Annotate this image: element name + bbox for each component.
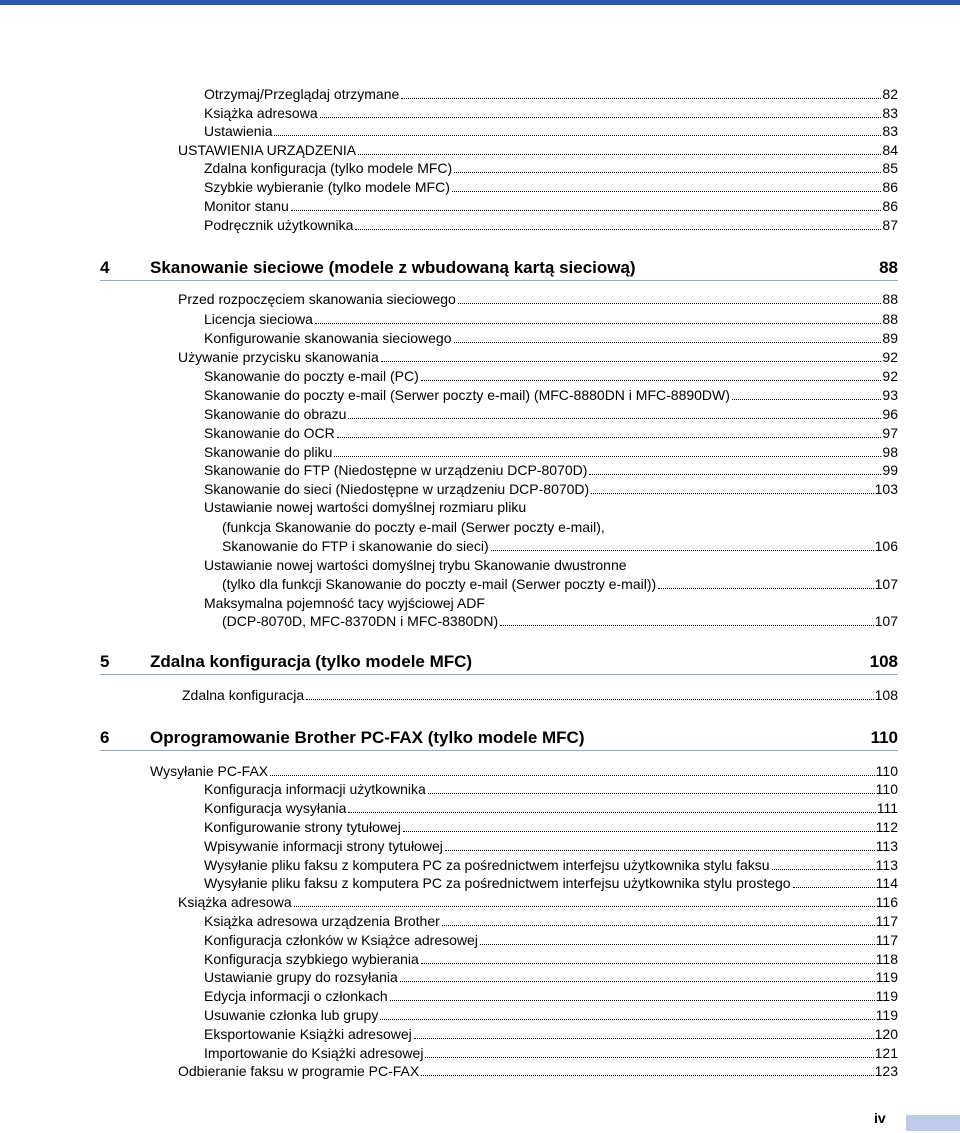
page-number: iv <box>874 1110 886 1126</box>
toc-entry[interactable]: Odbieranie faksu w programie PC-FAX 123 <box>178 1063 898 1079</box>
chapter-number: 4 <box>100 258 110 277</box>
dot-leader <box>454 341 882 343</box>
dot-leader <box>491 549 874 551</box>
dot-leader <box>400 980 875 982</box>
dot-leader <box>355 228 881 230</box>
toc-entry[interactable]: Skanowanie do OCR 97 <box>204 425 898 441</box>
dot-leader <box>380 1018 874 1020</box>
toc-entry[interactable]: Wysyłanie pliku faksu z komputera PC za pośrednictwem interfejsu użytkownika stylu faksu 113 <box>204 857 898 873</box>
dot-leader <box>421 1074 873 1076</box>
dot-leader <box>793 886 875 888</box>
dot-leader <box>315 322 881 324</box>
dot-leader <box>425 1056 873 1058</box>
toc-entry[interactable]: Licencja sieciowa 88 <box>204 311 898 327</box>
dot-leader <box>732 398 881 400</box>
dot-leader <box>358 153 881 155</box>
dot-leader <box>381 360 882 362</box>
dot-leader <box>442 924 875 926</box>
toc-entry[interactable]: Konfiguracja szybkiego wybierania 118 <box>204 951 898 967</box>
dot-leader <box>337 436 882 438</box>
toc-entry[interactable]: Konfiguracja członków w Książce adresowej 117 <box>204 932 898 948</box>
toc-entry[interactable]: Skanowanie do FTP i skanowanie do sieci) 106 <box>222 538 898 554</box>
toc-entry[interactable]: Przed rozpoczęciem skanowania sieciowego 88 <box>178 291 898 307</box>
toc-entry[interactable]: Konfiguracja informacji użytkownika 110 <box>204 781 898 797</box>
dot-leader <box>291 209 882 211</box>
chapter-heading[interactable] <box>100 650 898 675</box>
toc-entry[interactable]: Ustawianie grupy do rozsyłania 119 <box>204 969 898 985</box>
dot-leader <box>414 1037 874 1039</box>
toc-entry[interactable]: Eksportowanie Książki adresowej 120 <box>204 1026 898 1042</box>
toc-entry[interactable]: Skanowanie do poczty e-mail (PC) 92 <box>204 368 898 384</box>
dot-leader <box>772 868 875 870</box>
toc-entry[interactable]: USTAWIENIA URZĄDZENIA 84 <box>178 142 898 158</box>
toc-entry[interactable]: Konfigurowanie skanowania sieciowego 89 <box>204 330 898 346</box>
dot-leader <box>334 455 881 457</box>
toc-entry-line: Maksymalna pojemność tacy wyjściowej ADF <box>204 595 485 611</box>
toc-entry[interactable]: Skanowanie do poczty e-mail (Serwer poczty e-mail) (MFC-8880DN i MFC-8890DW) 93 <box>204 387 898 403</box>
toc-entry-line: Ustawianie nowej wartości domyślnej trybu Skanowanie dwustronne <box>204 557 627 573</box>
chapter-page: 108 <box>869 652 898 671</box>
toc-entry[interactable]: Konfiguracja wysyłania 111 <box>204 800 898 816</box>
toc-entry-line: (funkcja Skanowanie do poczty e-mail (Serwer poczty e-mail), <box>222 519 605 535</box>
dot-leader <box>445 849 875 851</box>
toc-entry[interactable]: Książka adresowa 83 <box>204 105 898 121</box>
dot-leader <box>591 492 873 494</box>
dot-leader <box>480 943 875 945</box>
toc-entry[interactable]: Skanowanie do pliku 98 <box>204 444 898 460</box>
dot-leader <box>421 962 875 964</box>
toc-entry[interactable]: Ustawienia 83 <box>204 123 898 139</box>
chapter-page: 110 <box>870 728 898 747</box>
chapter-title: Zdalna konfiguracja (tylko modele MFC) <box>150 652 473 671</box>
chapter-number: 6 <box>100 728 110 747</box>
toc-entry[interactable]: Wpisywanie informacji strony tytułowej 113 <box>204 838 898 854</box>
dot-leader <box>320 116 882 118</box>
dot-leader <box>390 999 875 1001</box>
dot-leader <box>500 624 873 626</box>
toc-entry[interactable]: (tylko dla funkcji Skanowanie do poczty e-mail (Serwer poczty e-mail)) 107 <box>222 576 898 592</box>
dot-leader <box>306 698 873 700</box>
dot-leader <box>348 417 881 419</box>
toc-entry[interactable]: Skanowanie do FTP (Niedostępne w urządzeniu DCP-8070D) 99 <box>204 462 898 478</box>
dot-leader <box>428 792 875 794</box>
dot-leader <box>294 905 875 907</box>
dot-leader <box>274 134 881 136</box>
toc-entry[interactable]: Otrzymaj/Przeglądaj otrzymane 82 <box>204 86 898 102</box>
toc-entry[interactable]: Używanie przycisku skanowania 92 <box>178 349 898 365</box>
dot-leader <box>589 473 881 475</box>
top-rule <box>0 0 960 5</box>
toc-entry[interactable]: Monitor stanu 86 <box>204 198 898 214</box>
toc-entry-line: Ustawianie nowej wartości domyślnej rozmiaru pliku <box>204 499 527 515</box>
toc-entry[interactable]: Szybkie wybieranie (tylko modele MFC) 86 <box>204 179 898 195</box>
dot-leader <box>270 774 875 776</box>
toc-entry[interactable]: Wysyłanie PC-FAX 110 <box>150 763 898 779</box>
dot-leader <box>658 587 873 589</box>
toc-entry[interactable]: Konfigurowanie strony tytułowej 112 <box>204 819 898 835</box>
chapter-page: 88 <box>879 258 898 277</box>
toc-entry[interactable]: Importowanie do Książki adresowej 121 <box>204 1045 898 1061</box>
chapter-heading[interactable] <box>100 726 898 751</box>
chapter-title: Skanowanie sieciowe (modele z wbudowaną kartą sieciową) <box>150 258 636 277</box>
dot-leader <box>403 830 875 832</box>
toc-entry[interactable]: Podręcznik użytkownika 87 <box>204 217 898 233</box>
toc-entry[interactable]: Skanowanie do sieci (Niedostępne w urządzeniu DCP-8070D) 103 <box>204 481 898 497</box>
toc-entry[interactable]: (DCP-8070D, MFC-8370DN i MFC-8380DN) 107 <box>222 613 898 629</box>
footer-bar <box>906 1115 960 1131</box>
chapter-heading[interactable] <box>100 256 898 281</box>
toc-entry[interactable]: Zdalna konfiguracja (tylko modele MFC) 85 <box>204 160 898 176</box>
dot-leader <box>348 811 875 813</box>
dot-leader <box>454 171 881 173</box>
toc-entry[interactable]: Wysyłanie pliku faksu z komputera PC za pośrednictwem interfejsu użytkownika stylu prostego 114 <box>204 875 898 891</box>
dot-leader <box>458 302 882 304</box>
toc-entry[interactable]: Książka adresowa urządzenia Brother 117 <box>204 913 898 929</box>
toc-entry[interactable]: Zdalna konfiguracja 108 <box>182 687 898 703</box>
toc-entry[interactable]: Edycja informacji o członkach 119 <box>204 988 898 1004</box>
dot-leader <box>401 97 881 99</box>
toc-entry[interactable]: Usuwanie członka lub grupy 119 <box>204 1007 898 1023</box>
chapter-number: 5 <box>100 652 110 671</box>
dot-leader <box>421 379 882 381</box>
dot-leader <box>452 190 882 192</box>
chapter-title: Oprogramowanie Brother PC-FAX (tylko modele MFC) <box>150 728 585 747</box>
toc-entry[interactable]: Skanowanie do obrazu 96 <box>204 406 898 422</box>
toc-entry[interactable]: Książka adresowa 116 <box>178 894 898 910</box>
